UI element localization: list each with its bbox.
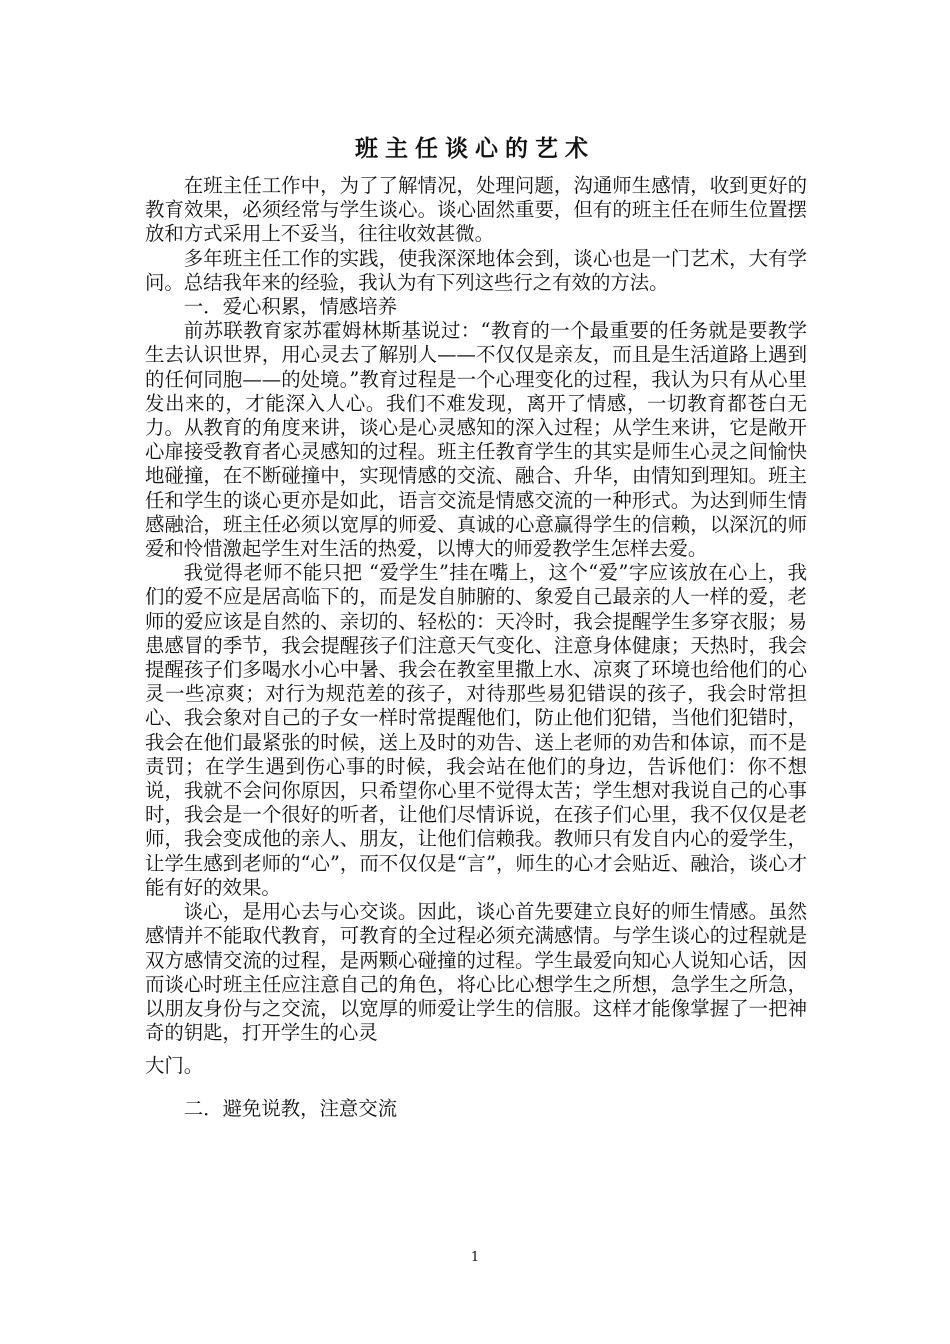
page-number: 1 [470, 1250, 480, 1265]
paragraph-love-students: 我觉得老师不能只把 “爱学生”挂在嘴上，这个“爱”字应该放在心上，我们的爱不应是居高临下的，而是发自肺腑的、象爱自己最亲的人一样的爱，老师的爱应该是自然的、亲切的、轻松的：天冷时，我会提醒学生多穿衣服；易患感冒的季节，我会提醒孩子们注意天气变化、注意身体健康；天热时，我会提醒孩子们多喝水小心中暑、我会在教室里撒上水、凉爽了环境也给他们的心灵一些凉爽；对行为规范差的孩子，对待那些易犯错误的孩子，我会时常担心、我会象对自己的子女一样时常提醒他们，防止他们犯错，当他们犯错时，我会在他们最紧张的时候，送上及时的劝告、送上老师的劝告和体谅，而不是责罚；在学生遇到伤心事的时候，我会站在他们的身边，告诉他们：你不想说，我就不会问你原因，只希望你心里不觉得太苦；学生想对我说自己的心事时，我会是一个很好的听者，让他们尽情诉说，在孩子们心里，我不仅仅是老师，我会变成他的亲人、朋友，让他们信赖我。教师只有发自内心的爱学生，让学生感到老师的“心”，而不仅仅是“言”，师生的心才会贴近、融洽，谈心才能有好的效果。 [145, 561, 807, 899]
paragraph-intro: 在班主任工作中，为了了解情况，处理问题，沟通师生感情，收到更好的教育效果，必须经常与学生谈心。谈心固然重要，但有的班主任在师生位置摆放和方式采用上不妥当，往往收效甚微。 [145, 174, 807, 246]
paragraph-experience: 多年班主任工作的实践，使我深深地体会到，谈心也是一门艺术，大有学问。总结我年来的经验，我认为有下列这些行之有效的方法。 [145, 246, 807, 294]
paragraph-tail: 大门。 [145, 1054, 204, 1078]
paragraph-sukhomlinsky: 前苏联教育家苏霍姆林斯基说过：“教育的一个最重要的任务就是要教学生去认识世界，用心灵去了解别人——不仅仅是亲友，而且是生活道路上遇到的任何同胞——的处境。”教育过程是一个心理变化的过程，我认为只有从心里发出来的，才能深入人心。我们不难发现，离开了情感，一切教育都苍白无力。从教育的角度来讲，谈心是心灵感知的深入过程；从学生来讲，它是敞开心扉接受教育者心灵感知的过程。班主任教育学生的其实是师生心灵之间愉快地碰撞，在不断碰撞中，实现情感的交流、融合、升华，由情知到理知。班主任和学生的谈心更亦是如此，语言交流是情感交流的一种形式。为达到师生情感融洽，班主任必须以宽厚的师爱、真诚的心意赢得学生的信赖，以深沉的师爱和怜惜激起学生对生活的热爱，以博大的师爱教学生怎样去爱。 [145, 319, 807, 561]
section-heading-2: 二．避免说教，注意交流 [183, 1096, 398, 1120]
paragraph-heart-talk: 谈心，是用心去与心交谈。因此，谈心首先要建立良好的师生情感。虽然感情并不能取代教育，可教育的全过程必须充满感情。与学生谈心的过程就是双方感情交流的过程，是两颗心碰撞的过程。学生最爱向知心人说知心话，因而谈心时班主任应注意自己的角色，将心比心想学生之所想，急学生之所急，以朋友身份与之交流，以宽厚的师爱让学生的信服。这样才能像掌握了一把神奇的钥匙，打开学生的心灵 [145, 900, 807, 1045]
document-title: 班主任谈心的艺术 [355, 135, 595, 162]
section-heading-1: 一．爱心积累，情感培养 [183, 295, 398, 319]
document-body [145, 174, 807, 1121]
